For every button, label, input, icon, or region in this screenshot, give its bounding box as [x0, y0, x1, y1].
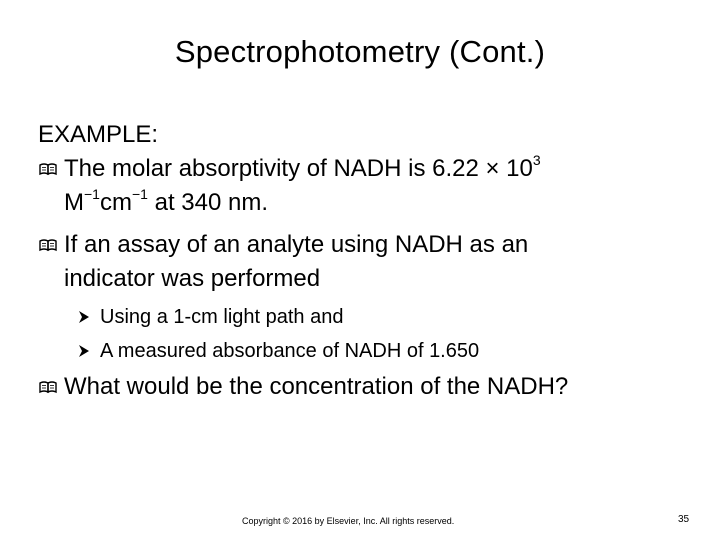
book-icon	[38, 152, 60, 186]
bullet-line-2: indicator was performed	[64, 265, 321, 292]
bullet-line-2: $M^{-1}cm^{-1}$ at 340 nm.	[64, 186, 269, 216]
copyright-footer: Copyright © 2016 by Elsevier, Inc. All rights reserved.	[242, 516, 455, 526]
book-icon	[38, 370, 60, 404]
bullet-line-1: If an assay of an analyte using NADH as an	[64, 231, 529, 258]
book-icon	[38, 228, 60, 262]
sub-bullet-text: Using a 1-cm light path and	[100, 306, 344, 328]
bullet-text	[64, 152, 664, 220]
arrow-bullet-icon	[78, 302, 90, 332]
example-heading: EXAMPLE:	[38, 121, 159, 148]
sub-bullet-text: A measured absorbance of NADH of 1.650	[100, 340, 480, 362]
slide-title: Spectrophotometry (Cont.)	[174, 34, 546, 69]
bullet-text	[64, 370, 664, 404]
bullet-line-1: The molar absorptivity of NADH is $6.22 \times 10^3$	[64, 152, 541, 182]
bullet-text	[64, 228, 664, 296]
bullet-line-1: What would be the concentration of the NADH?	[64, 373, 569, 400]
page-number: 35	[678, 514, 690, 525]
arrow-bullet-icon	[78, 336, 90, 366]
